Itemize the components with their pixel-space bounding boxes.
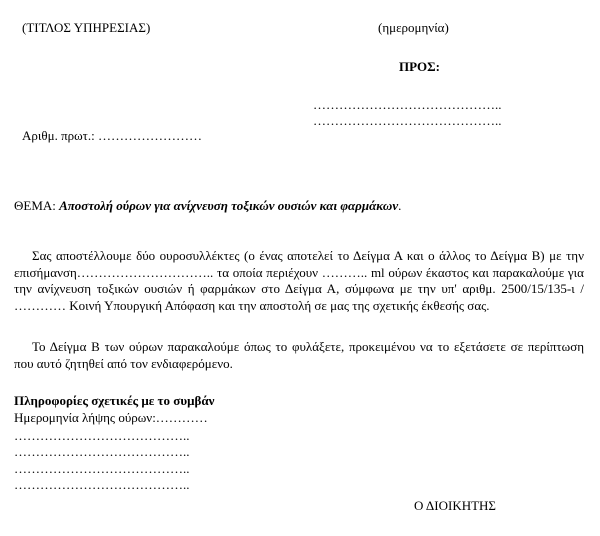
info-line-3: ………………………………….. [14, 461, 190, 476]
info-line-2: ………………………………….. [14, 444, 190, 459]
info-heading: Πληροφορίες σχετικές με το συμβάν [14, 393, 215, 408]
sample-date: Ημερομηνία λήψης ούρων:………… [14, 410, 208, 425]
service-title: (ΤΙΤΛΟΣ ΥΠΗΡΕΣΙΑΣ) [22, 20, 151, 35]
info-line-1: ………………………………….. [14, 428, 190, 443]
subject-text: Αποστολή ούρων για ανίχνευση τοξικών ουσιών και φαρμάκων [59, 198, 399, 213]
subject-line [14, 198, 401, 214]
subject-end: . [398, 198, 402, 213]
paragraph-1-text: Σας αποστέλλουμε δύο ουροσυλλέκτες (ο ένας αποτελεί το Δείγμα Α και ο άλλος το Δείγμα Β) με την επισήμανση………………………….. τα οποία περιέχουν ……….. ml ούρων έκαστος και παρακαλούμε για την ανίχνευση τοξικών ουσιών ή φαρμάκων στο Δείγμα Α, σύμφωνα με την υπ' αριθμ. 2500/15/135-ι / ………… Κοινή Υπουργική Απόφαση και την αποστολή σε μας της σχετικής έκθεσής σας. [14, 248, 584, 313]
to-label: ΠΡΟΣ: [399, 59, 440, 74]
body-paragraph-1 [14, 248, 584, 314]
body-paragraph-2 [14, 339, 584, 372]
protocol-number: Αριθμ. πρωτ.: …………………… [22, 128, 203, 143]
recipient-line-2: …………………………………….. [313, 113, 502, 128]
recipient-line-1: …………………………………….. [313, 97, 502, 112]
info-line-4: ………………………………….. [14, 477, 190, 492]
signature-title: Ο ΔΙΟΙΚΗΤΗΣ [414, 498, 496, 513]
date-placeholder: (ημερομηνία) [378, 20, 449, 35]
paragraph-2-text: Το Δείγμα Β των ούρων παρακαλούμε όπως το φυλάξετε, προκειμένου να το εξετάσετε σε περίπτωση που αυτό ζητηθεί από τον ενδιαφερόμενο. [14, 339, 584, 371]
subject-label: ΘΕΜΑ: [14, 198, 60, 213]
